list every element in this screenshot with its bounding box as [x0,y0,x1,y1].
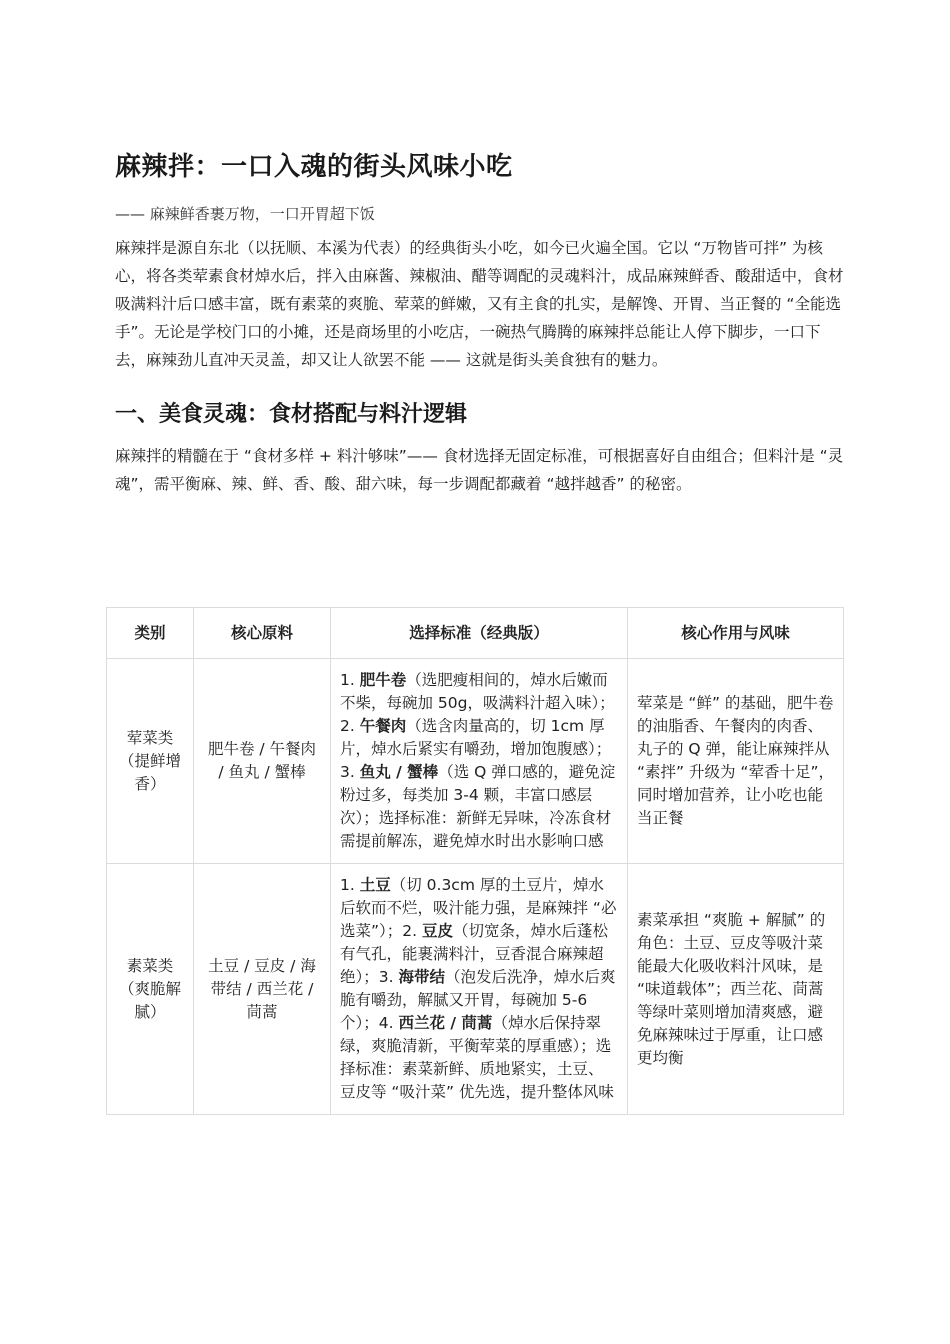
criteria-text: （切 0.3cm 厚的土豆片，焯水后软而不烂，吸汁能力强，是麻辣拌 “必选菜”）；2. [340,876,617,940]
subtitle: —— 麻辣鲜香裹万物，一口开胃超下饭 [115,205,375,223]
ingredient-name: 西兰花 / 茼蒿 [398,1014,493,1032]
criteria-text: 1. [340,876,360,894]
table-header-row [107,608,844,659]
section-heading: 一、美食灵魂：食材搭配与料汁逻辑 [115,402,468,427]
cell-ingredients: 肥牛卷 / 午餐肉 / 鱼丸 / 蟹棒 [194,659,331,864]
ingredient-name: 肥牛卷 [359,671,407,689]
ingredient-name: 豆皮 [422,922,454,940]
cell-effect: 荤菜是 “鲜” 的基础，肥牛卷的油脂香、午餐肉的肉香、丸子的 Q 弹，能让麻辣拌从 “素拌” 升级为 “荤香十足”，同时增加营养，让小吃也能当正餐 [628,659,844,864]
cell-category: 素菜类（爽脆解腻） [107,864,194,1115]
ingredient-name: 鱼丸 / 蟹棒 [359,763,439,781]
page-title: 麻辣拌：一口入魂的街头风味小吃 [115,152,513,182]
intro-paragraph: 麻辣拌是源自东北（以抚顺、本溪为代表）的经典街头小吃，如今已火遍全国。它以 “万物皆可拌” 为核心，将各类荤素食材焯水后，拌入由麻酱、辣椒油、醋等调配的灵魂料汁，成品麻辣鲜香、酸甜适中，食材吸满料汁后口感丰富，既有素菜的爽脆、荤菜的鲜嫩，又有主食的扎实，是解馋、开胃、当正餐的 “全能选手”。无论是学校门口的小摊，还是商场里的小吃店，一碗热气腾腾的麻辣拌总能让人停下脚步，一口下去，麻辣劲儿直冲天灵盖，却又让人欲罢不能 —— 这就是街头美食独有的魅力。 [115,239,844,369]
cell-category: 荤菜类（提鲜增香） [107,659,194,864]
document-body [115,150,845,498]
cell-effect: 素菜承担 “爽脆 + 解腻” 的角色：土豆、豆皮等吸汁菜能最大化吸收料汁风味，是 “味道载体”；西兰花、茼蒿等绿叶菜则增加清爽感，避免麻辣味过于厚重，让口感更均衡 [628,864,844,1115]
section-paragraph: 麻辣拌的精髓在于 “食材多样 + 料汁够味”—— 食材选择无固定标准，可根据喜好自由组合；但料汁是 “灵魂”，需平衡麻、辣、鲜、香、酸、甜六味，每一步调配都藏着 “越拌越香” 的秘密。 [115,447,844,493]
cell-criteria [331,864,628,1115]
ingredient-name: 海带结 [398,968,445,986]
header-criteria: 选择标准（经典版） [331,608,628,659]
criteria-text: （焯水后保持翠绿，爽脆清新，平衡荤菜的厚重感）；选择标准：素菜新鲜、质地紧实，土豆、豆皮等 “吸汁菜” 优先选，提升整体风味 [340,1014,614,1101]
criteria-text: （选肥瘦相间的，焯水后嫩而不柴，每碗加 50g，吸满料汁超入味）；2. [340,671,615,735]
header-effect: 核心作用与风味 [628,608,844,659]
criteria-text: （切宽条，焯水后蓬松有气孔，能裹满料汁，豆香混合麻辣超绝）；3. [340,922,609,986]
criteria-text: （选含肉量高的，切 1cm 厚片，焯水后紧实有嚼劲，增加饱腹感）；3. [340,717,612,781]
ingredient-name: 土豆 [359,876,391,894]
criteria-text: （泡发后洗净，焯水后爽脆有嚼劲，解腻又开胃，每碗加 5-6 个）；4. [340,968,616,1032]
cell-ingredients: 土豆 / 豆皮 / 海带结 / 西兰花 / 茼蒿 [194,864,331,1115]
criteria-text: 1. [340,671,360,689]
header-ingredients: 核心原料 [194,608,331,659]
criteria-text: （选 Q 弹口感的，避免淀粉过多，每类加 3-4 颗，丰富口感层次）；选择标准：新鲜无异味，冷冻食材需提前解冻，避免焯水时出水影响口感 [340,763,616,850]
cell-criteria [331,659,628,864]
table-row [107,864,844,1115]
ingredients-table [106,607,844,1115]
table-row [107,659,844,864]
ingredient-name: 午餐肉 [359,717,407,735]
header-category: 类别 [107,608,194,659]
